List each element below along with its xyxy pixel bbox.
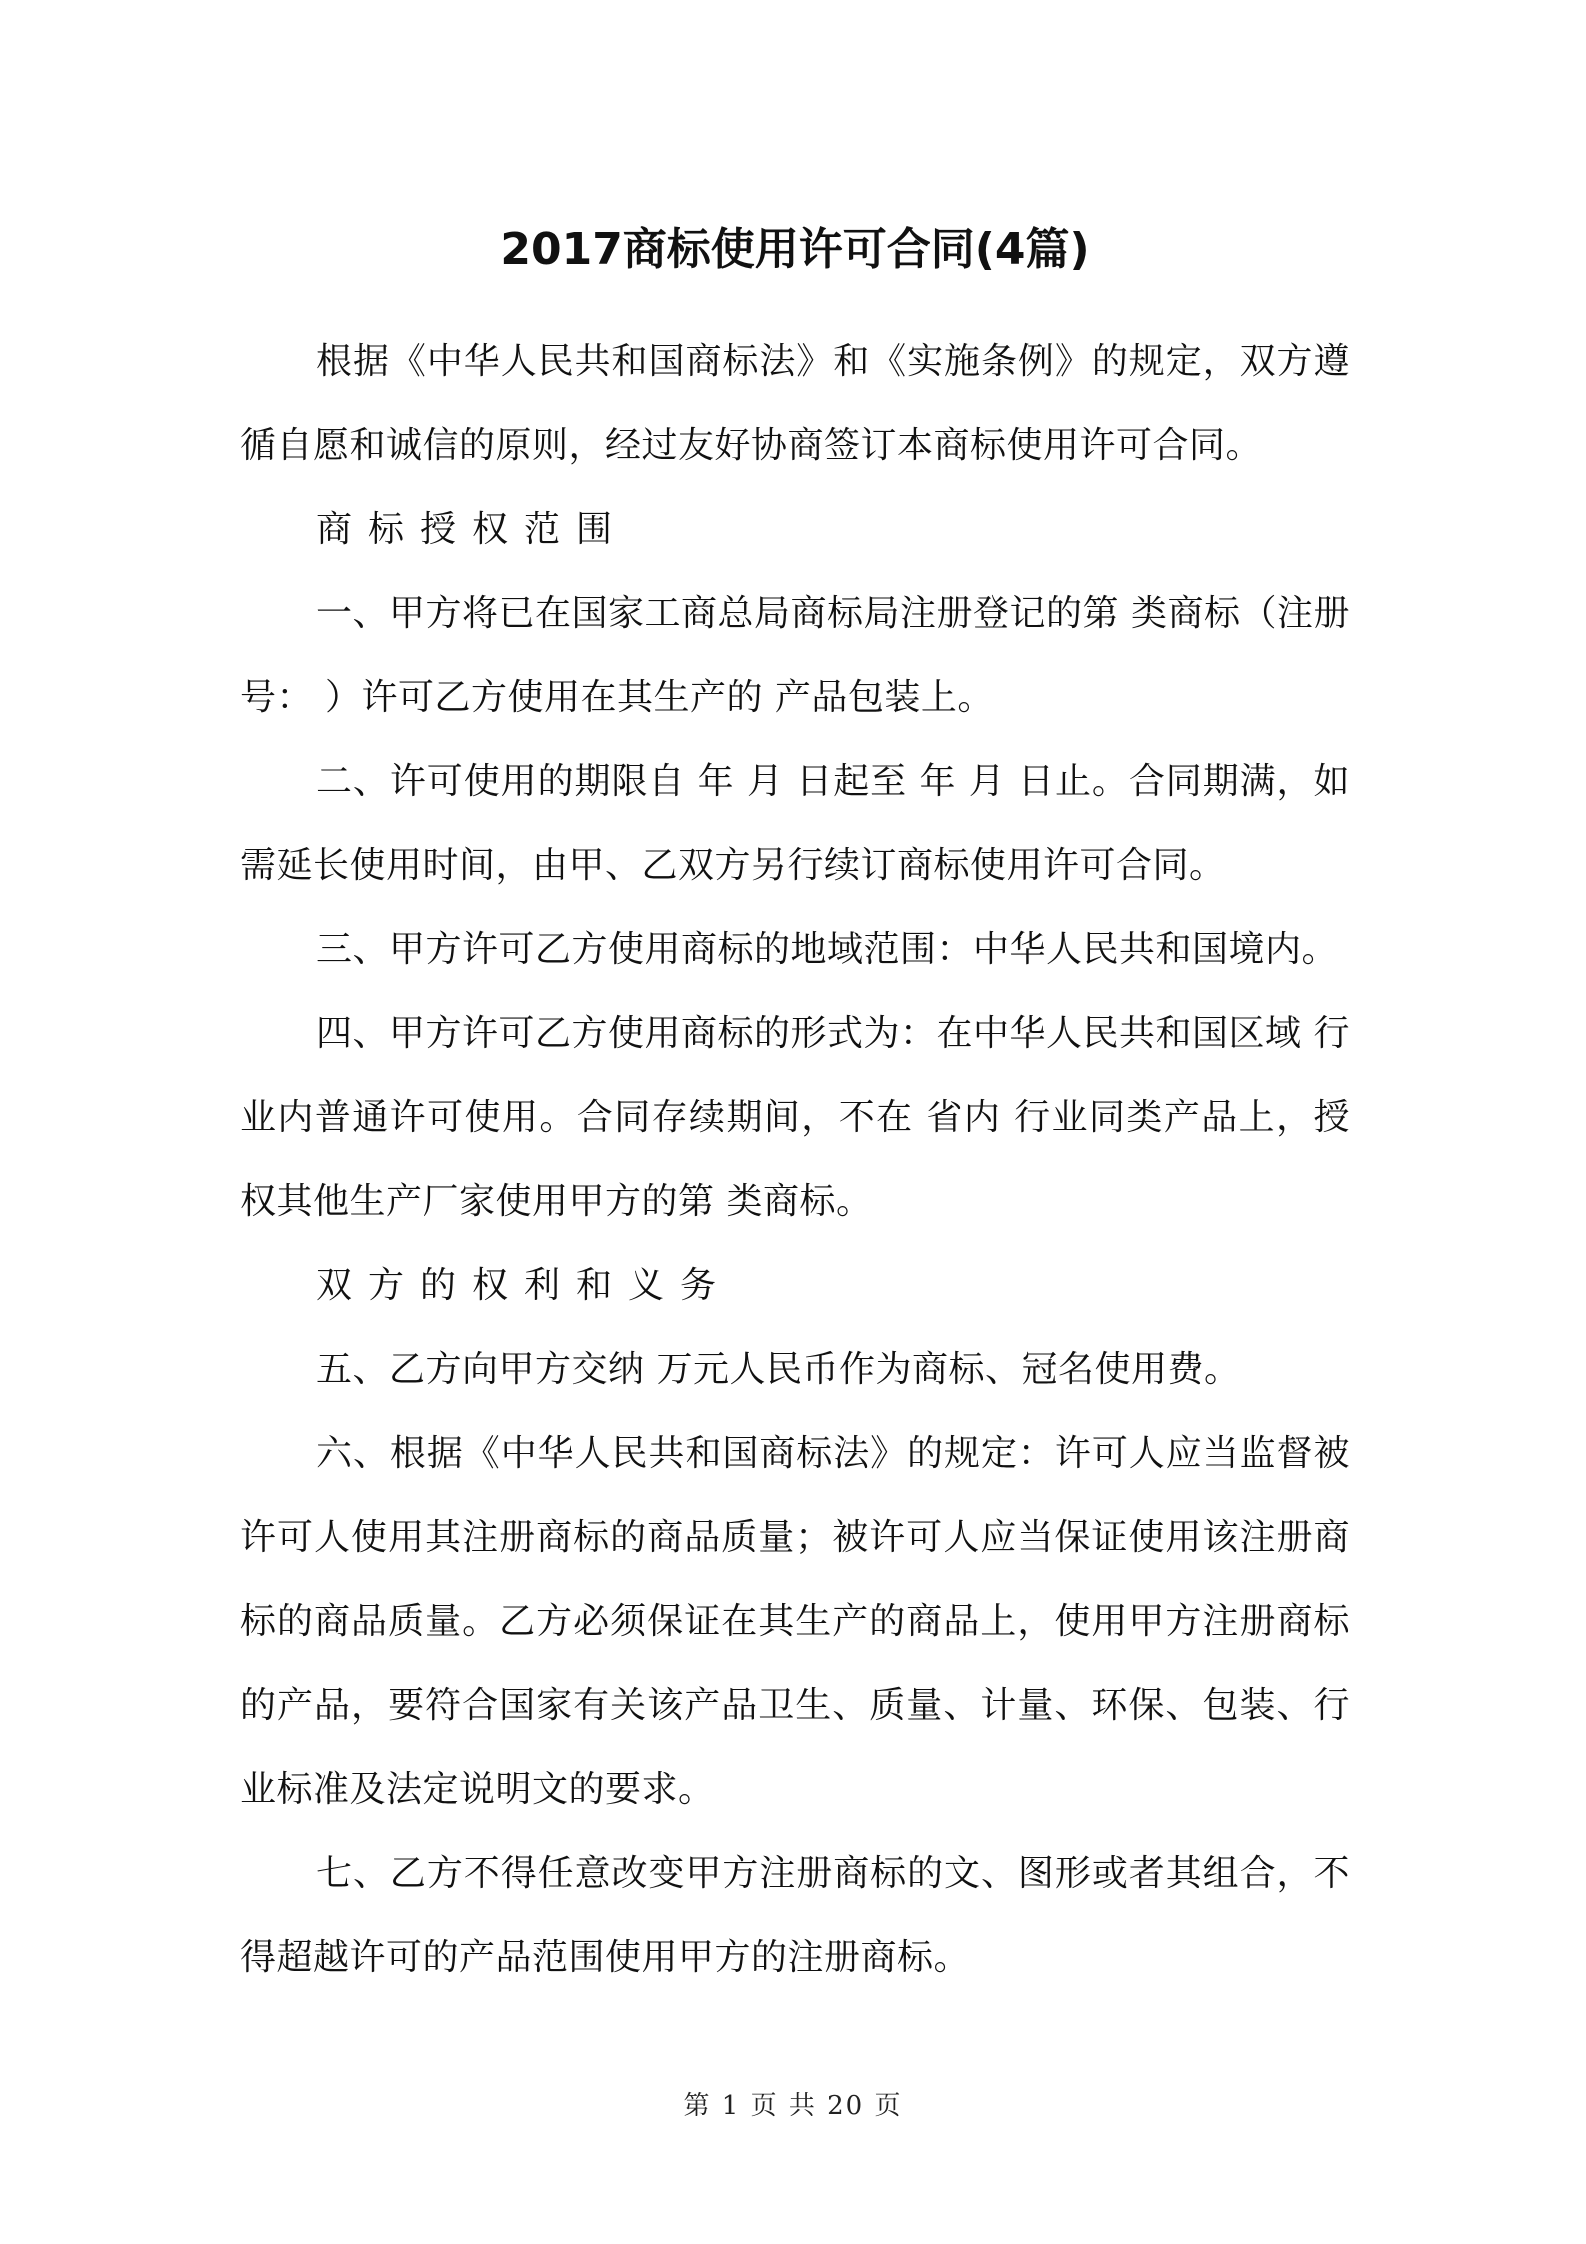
clause-4: 四、甲方许可乙方使用商标的形式为：在中华人民共和国区域 行业内普通许可使用。合同存续期间，不在 省内 行业同类产品上，授权其他生产厂家使用甲方的第 类商标。 <box>240 1013 1350 1222</box>
clause-2: 二、许可使用的期限自 年 月 日起至 年 月 日止。合同期满，如需延长使用时间，由甲、乙双方另行续订商标使用许可合同。 <box>240 761 1350 886</box>
clause-7: 七、乙方不得任意改变甲方注册商标的文、图形或者其组合，不得超越许可的产品范围使用甲方的注册商标。 <box>240 1853 1350 1978</box>
document-body <box>240 220 1350 2000</box>
clause-6: 六、根据《中华人民共和国商标法》的规定：许可人应当监督被许可人使用其注册商标的商品质量；被许可人应当保证使用该注册商标的商品质量。乙方必须保证在其生产的商品上，使用甲方注册商标的产品，要符合国家有关该产品卫生、质量、计量、环保、包装、行业标准及法定说明文的要求。 <box>240 1433 1350 1810</box>
section-heading-rights: 双方的权利和义务 <box>316 1265 733 1306</box>
section-heading-scope: 商标授权范围 <box>316 509 629 550</box>
intro-paragraph: 根据《中华人民共和国商标法》和《实施条例》的规定，双方遵循自愿和诚信的原则，经过友好协商签订本商标使用许可合同。 <box>240 341 1350 466</box>
clause-1: 一、甲方将已在国家工商总局商标局注册登记的第 类商标（注册号： ）许可乙方使用在其生产的 产品包装上。 <box>240 593 1350 718</box>
clause-5: 五、乙方向甲方交纳 万元人民币作为商标、冠名使用费。 <box>316 1349 1241 1390</box>
document-title: 2017商标使用许可合同(4篇) <box>500 224 1090 275</box>
page-number-footer: 第 1 页 共 20 页 <box>683 2091 903 2121</box>
clause-3: 三、甲方许可乙方使用商标的地域范围：中华人民共和国境内。 <box>316 929 1339 970</box>
